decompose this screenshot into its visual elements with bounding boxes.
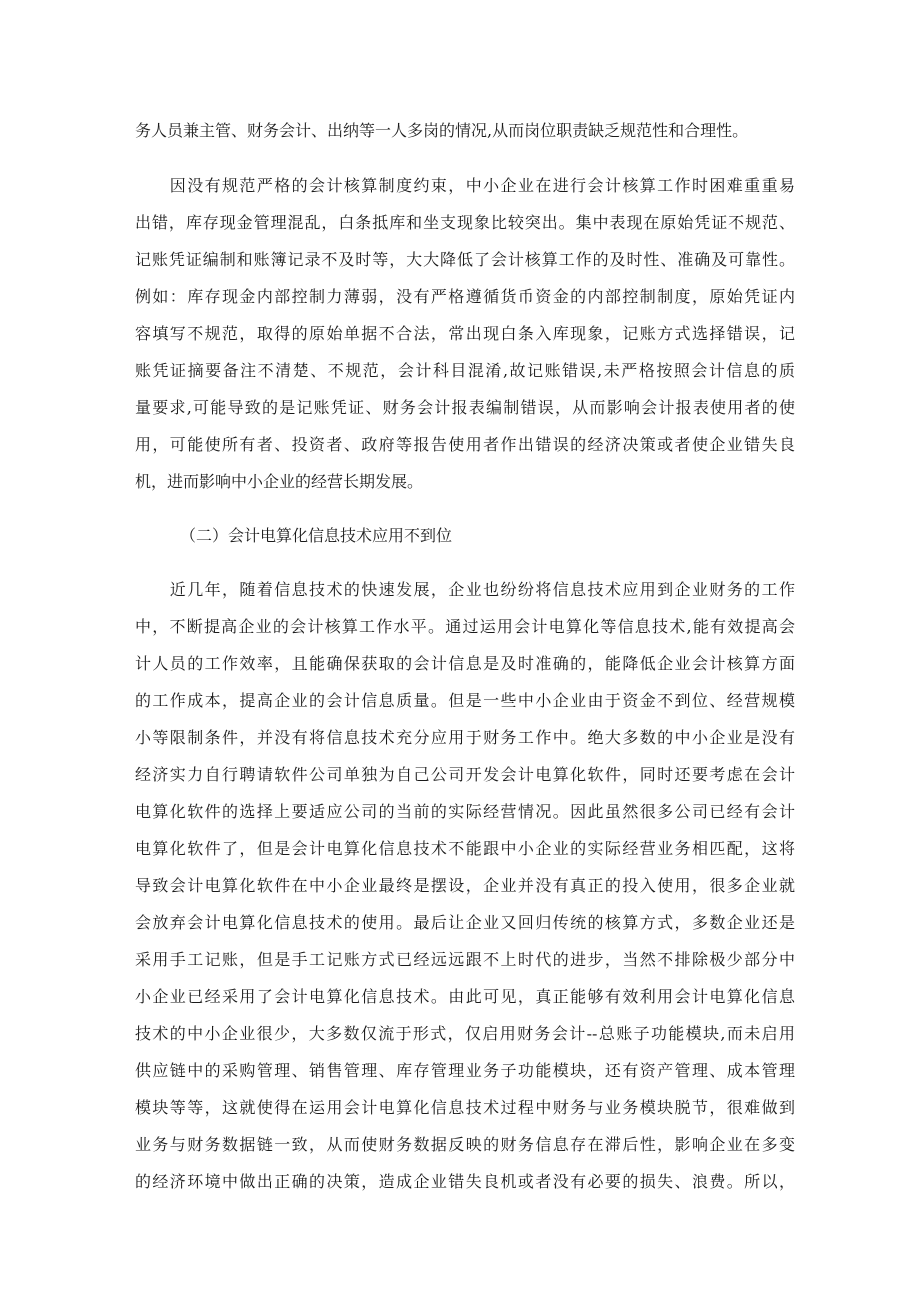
- paragraph-line: 导致会计电算化软件在中小企业最终是摆设，企业并没有真正的投入使用，很多企业就: [135, 876, 795, 895]
- paragraph-line: 模块等等，这就使得在运用会计电算化信息技术过程中财务与业务模块脱节，很难做到: [135, 1098, 795, 1117]
- paragraph-line: 小企业已经采用了会计电算化信息技术。由此可见，真正能够有效利用会计电算化信息: [135, 987, 795, 1006]
- paragraph-line: 中，不断提高企业的会计核算工作水平。通过运用会计电算化等信息技术,能有效提高会: [135, 617, 795, 636]
- paragraph-line: 计人员的工作效率，且能确保获取的会计信息是及时准确的，能降低企业会计核算方面: [135, 654, 795, 673]
- paragraph-line: 的经济环境中做出正确的决策，造成企业错失良机或者没有必要的损失、浪费。所以，: [135, 1172, 795, 1191]
- paragraph-line: 账凭证摘要备注不清楚、不规范，会计科目混淆,故记账错误,未严格按照会计信息的质: [135, 361, 795, 380]
- paragraph-line: 容填写不规范，取得的原始单据不合法，常出现白条入库现象，记账方式选择错误，记: [135, 324, 795, 343]
- paragraph-line: 用，可能使所有者、投资者、政府等报告使用者作出错误的经济决策或者使企业错失良: [135, 435, 795, 454]
- paragraph-line: 出错，库存现金管理混乱，白条抵库和坐支现象比较突出。集中表现在原始凭证不规范、: [135, 213, 795, 232]
- paragraph-line: 会放弃会计电算化信息技术的使用。最后让企业又回归传统的核算方式，多数企业还是: [135, 913, 795, 932]
- paragraph-line: 务人员兼主管、财务会计、出纳等一人多岗的情况,从而岗位职责缺乏规范性和合理性。: [135, 121, 749, 140]
- paragraph-line: 采用手工记账，但是手工记账方式已经远远跟不上时代的进步，当然不排除极少部分中: [135, 950, 795, 969]
- paragraph-line: 经济实力自行聘请软件公司单独为自己公司开发会计电算化软件，同时还要考虑在会计: [135, 765, 795, 784]
- paragraph-line: 小等限制条件，并没有将信息技术充分应用于财务工作中。绝大多数的中小企业是没有: [135, 728, 795, 747]
- paragraph-line: 的工作成本，提高企业的会计信息质量。但是一些中小企业由于资金不到位、经营规模: [135, 691, 795, 710]
- paragraph-line: 电算化软件的选择上要适应公司的当前的实际经营情况。因此虽然很多公司已经有会计: [135, 802, 795, 821]
- paragraph-line: 电算化软件了，但是会计电算化信息技术不能跟中小企业的实际经营业务相匹配，这将: [135, 839, 795, 858]
- paragraph-line: 记账凭证编制和账簿记录不及时等，大大降低了会计核算工作的及时性、准确及可靠性。: [135, 250, 795, 269]
- paragraph-line: 近几年，随着信息技术的快速发展，企业也纷纷将信息技术应用到企业财务的工作: [135, 580, 795, 599]
- paragraph-line: 因没有规范严格的会计核算制度约束，中小企业在进行会计核算工作时困难重重易: [135, 176, 795, 195]
- paragraph-line: 供应链中的采购管理、销售管理、库存管理业务子功能模块，还有资产管理、成本管理: [135, 1061, 795, 1080]
- paragraph-line: 机，进而影响中小企业的经营长期发展。: [135, 472, 424, 491]
- section-heading: （二）会计电算化信息技术应用不到位: [180, 526, 453, 545]
- paragraph-line: 例如：库存现金内部控制力薄弱，没有严格遵循货币资金的内部控制制度，原始凭证内: [135, 287, 795, 306]
- paragraph-line: 业务与财务数据链一致，从而使财务数据反映的财务信息存在滞后性，影响企业在多变: [135, 1135, 795, 1154]
- paragraph-line: 量要求,可能导致的是记账凭证、财务会计报表编制错误，从而影响会计报表使用者的使: [135, 398, 795, 417]
- paragraph-line: 技术的中小企业很少，大多数仅流于形式，仅启用财务会计--总账子功能模块,而未启用: [135, 1024, 795, 1043]
